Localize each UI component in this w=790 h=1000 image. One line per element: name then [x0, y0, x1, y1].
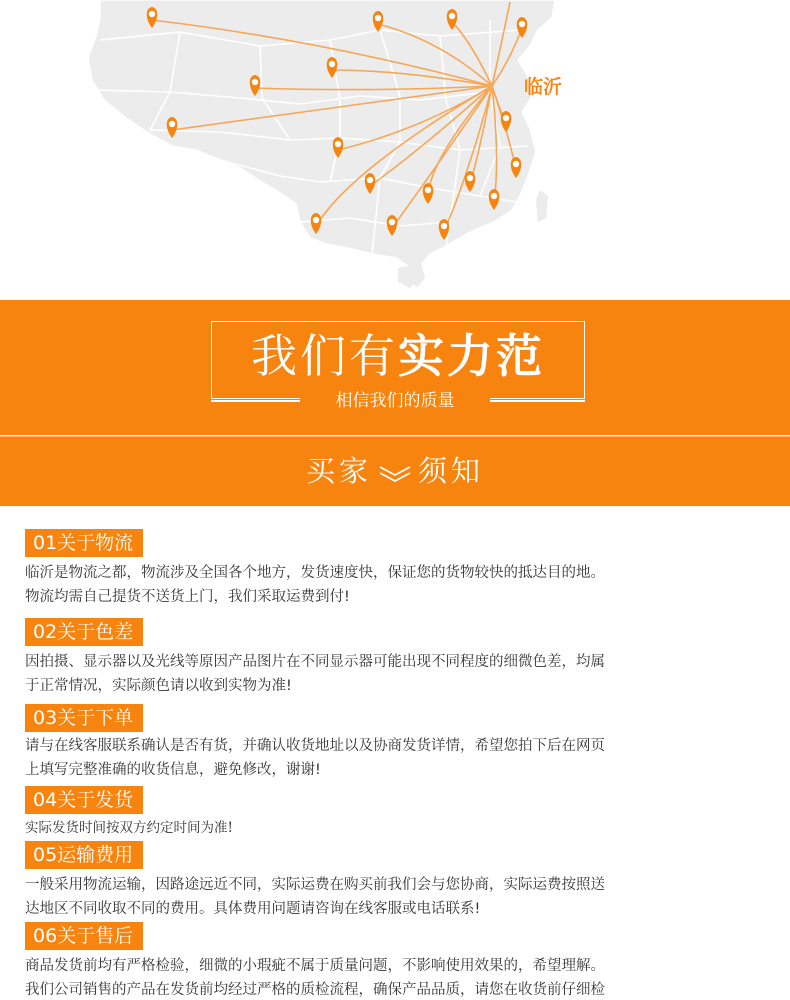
buyer-notice-title — [0, 437, 790, 507]
section-tag-freight: 05运输费用 — [25, 841, 143, 869]
section-shipping-line-1: 实际发货时间按双方约定时间为准! — [25, 820, 233, 836]
banner-title-bold: 实力范 — [398, 329, 545, 383]
section-freight-line-2: 达地区不同收取不同的费用。具体费用问题请咨询在线客服或电话联系! — [25, 901, 481, 917]
section-color-line-2: 于正常情况，实际颜色请以收到实物为准! — [25, 678, 292, 694]
banner-subtitle: 相信我们的质量 — [335, 391, 455, 411]
notice-title-left: 买家 — [305, 454, 372, 488]
section-order-line-1: 请与在线客服联系确认是否有货，并确认收货地址以及协商发货详情，希望您拍下后在网页 — [25, 738, 605, 754]
section-aftersale-line-1: 商品发货前均有严格检验，细微的小瑕疵不属于质量问题，不影响使用效果的，希望理解。 — [25, 958, 605, 974]
banner-divider-right — [479, 400, 585, 402]
notice-list — [0, 506, 790, 1000]
banner-title — [211, 326, 585, 386]
section-tag-color: 02关于色差 — [25, 618, 143, 646]
hub-city-label: 临沂 — [524, 76, 563, 98]
section-logistics-line-2: 物流均需自己提货不送货上门，我们采取运费到付! — [25, 589, 350, 605]
section-aftersale-line-2: 我们公司销售的产品在发货前均经过严格的质检流程，确保产品品质，请您在收货前仔细检 — [25, 982, 605, 998]
section-order-line-2: 上填写完整准确的收货信息，避免修改，谢谢! — [25, 762, 321, 778]
section-freight-line-1: 一般采用物流运输，因路途远近不同，实际运费在购买前我们会与您协商，实际运费按照送 — [25, 877, 605, 893]
banner-divider-left — [211, 400, 311, 402]
banner-subtitle-wrap — [300, 388, 490, 414]
section-logistics-line-1: 临沂是物流之都，物流涉及全国各个地方，发货速度快，保证您的货物较快的抵达目的地。 — [25, 565, 605, 581]
logistics-map — [0, 0, 790, 300]
notice-title-right: 须知 — [418, 454, 485, 488]
section-color-line-1: 因拍摄、显示器以及光线等原因产品图片在不同显示器可能出现不同程度的细微色差，均属 — [25, 654, 605, 670]
china-map-graphic — [0, 0, 790, 300]
section-tag-order: 03关于下单 — [25, 704, 143, 732]
section-tag-shipping: 04关于发货 — [25, 786, 143, 814]
double-chevron-down-icon — [378, 439, 412, 507]
section-tag-logistics: 01关于物流 — [25, 529, 143, 557]
section-tag-aftersale: 06关于售后 — [25, 922, 143, 950]
strength-banner — [0, 300, 790, 435]
buyer-notice-header — [0, 436, 790, 506]
banner-title-light: 我们有 — [251, 329, 398, 383]
